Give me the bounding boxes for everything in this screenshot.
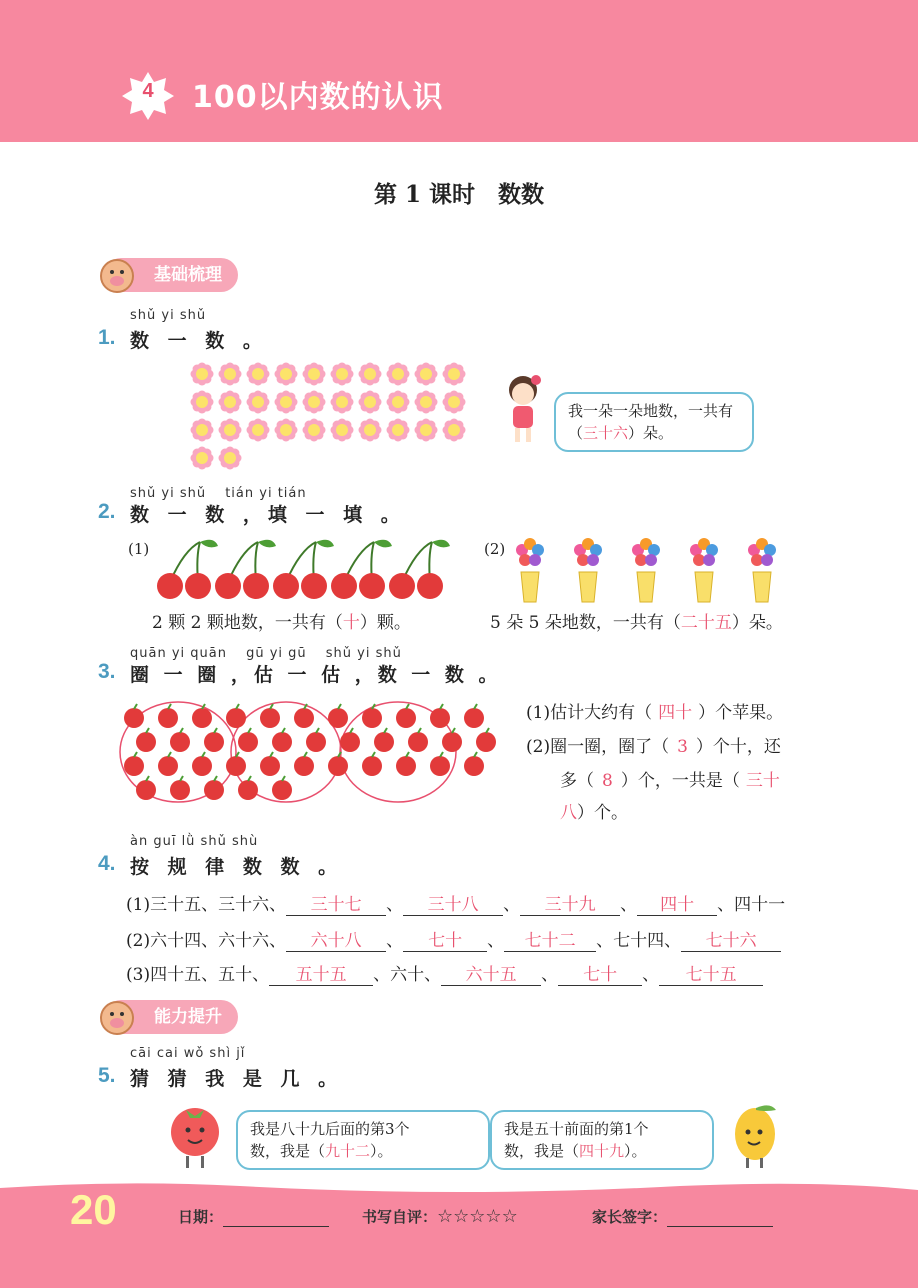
q5-bubble1-line1: 我是八十九后面的第3个 bbox=[250, 1120, 410, 1138]
q5-text: 猜 猜 我 是 几 。 bbox=[130, 1068, 344, 1090]
page-number: 20 bbox=[70, 1186, 117, 1233]
date-label: 日期： bbox=[178, 1208, 224, 1226]
parent-signature-line bbox=[667, 1226, 773, 1227]
flower-icon bbox=[443, 419, 466, 442]
flower-icon bbox=[191, 447, 214, 470]
q4-row1-blank2: 三十八 bbox=[403, 890, 503, 916]
q1-pinyin: shǔ yi shǔ bbox=[130, 308, 207, 323]
q3-p3-prefix: 多（ bbox=[560, 771, 594, 791]
section-tag-label: 基础梳理 bbox=[154, 265, 222, 285]
flower-icon bbox=[191, 363, 214, 386]
flower-icon bbox=[247, 419, 270, 442]
vases-illustration bbox=[508, 536, 800, 604]
q1-text: 数 一 数 。 bbox=[130, 330, 268, 352]
q2-pinyin: shǔ yi shǔ tián yi tián bbox=[130, 486, 307, 501]
apple-icon bbox=[192, 704, 212, 728]
apple-icon bbox=[430, 704, 450, 728]
apple-icon bbox=[238, 776, 258, 800]
apple-icon bbox=[204, 776, 224, 800]
apple-icon bbox=[464, 752, 484, 776]
q5-bubble2-suffix: ）。 bbox=[624, 1142, 647, 1160]
apple-icon bbox=[396, 704, 416, 728]
flower-icon bbox=[387, 391, 410, 414]
q5-pinyin: cāi cai wǒ shì jǐ bbox=[130, 1046, 246, 1061]
flower-icon bbox=[415, 419, 438, 442]
flower-icon bbox=[387, 419, 410, 442]
q3-number: 3. bbox=[98, 660, 116, 683]
q4-row2-blank4: 七十六 bbox=[681, 926, 781, 952]
flower-icon bbox=[359, 391, 382, 414]
apple-icon bbox=[170, 776, 190, 800]
q3-p4 bbox=[560, 798, 628, 823]
q4-row2-blank3: 七十二 bbox=[504, 926, 596, 952]
date-line bbox=[223, 1226, 329, 1227]
apple-icon bbox=[430, 752, 450, 776]
q4-row3-prefix: (3)四十五、五十、 bbox=[126, 965, 270, 985]
q4-row2-prefix: (2)六十四、六十六、 bbox=[126, 931, 287, 951]
flower-vase-icon bbox=[516, 538, 544, 602]
apple-icon bbox=[124, 752, 144, 776]
q3-p3-answer2a: 三十 bbox=[745, 771, 780, 791]
q4-row1: (1)三十五、三十六、 三十七 、 三十八 、 三十九 、 四十 、四十一 bbox=[126, 890, 785, 916]
flower-icon bbox=[415, 391, 438, 414]
rating-stars-icon: ☆☆☆☆☆ bbox=[437, 1206, 518, 1227]
apple-icon bbox=[226, 704, 246, 728]
q4-row3-mid: 六十 bbox=[390, 965, 425, 985]
q2-part2-prefix: 5 朵 5 朵地数，一共有（ bbox=[490, 613, 681, 633]
apple-icon bbox=[192, 752, 212, 776]
flower-icon bbox=[443, 363, 466, 386]
apple-icon bbox=[124, 704, 144, 728]
flower-icon bbox=[331, 363, 354, 386]
flower-icon bbox=[359, 363, 382, 386]
q4-text: 按 规 律 数 数 。 bbox=[130, 856, 344, 878]
q2-part2-answer: 二十五 bbox=[680, 613, 732, 633]
cherry-pair-icon bbox=[215, 540, 276, 599]
q3-p3-answer: 8 bbox=[602, 771, 613, 791]
flower-icon bbox=[387, 363, 410, 386]
apple-icon bbox=[362, 752, 382, 776]
q5-bubble2-answer: 四十九 bbox=[579, 1142, 625, 1160]
q4-row1-blank3: 三十九 bbox=[520, 890, 620, 916]
apple-icon bbox=[464, 704, 484, 728]
q3-pinyin: quān yi quān gū yi gū shǔ yi shǔ bbox=[130, 646, 402, 661]
q5-bubble-2 bbox=[490, 1110, 714, 1170]
flower-icon bbox=[219, 363, 242, 386]
q5-bubble2-prefix: 数，我是（ bbox=[504, 1142, 580, 1160]
apple-icon bbox=[260, 752, 280, 776]
flower-vase-icon bbox=[690, 538, 718, 602]
flower-vase-icon bbox=[574, 538, 602, 602]
q2-part1-prefix: 2 颗 2 颗地数，一共有（ bbox=[152, 613, 343, 633]
parent-signature-field bbox=[592, 1206, 773, 1227]
flower-icon bbox=[359, 419, 382, 442]
apple-icon bbox=[136, 728, 156, 752]
girl-icon bbox=[500, 372, 546, 444]
q5-bubble2-line1: 我是五十前面的第1个 bbox=[504, 1120, 649, 1138]
section-tag-label: 能力提升 bbox=[154, 1007, 222, 1027]
apple-icon bbox=[340, 728, 360, 752]
q2-text: 数 一 数 ，填 一 填 。 bbox=[130, 504, 406, 526]
flower-vase-icon bbox=[748, 538, 776, 602]
q4-row2: (2)六十四、六十六、 六十八 、 七十 、 七十二 、七十四、 七十六 bbox=[126, 926, 781, 952]
q3-p3-mid: ）个，一共是（ bbox=[620, 771, 740, 791]
q4-row3-blank4: 七十五 bbox=[659, 960, 763, 986]
q5-bubble1-answer: 九十二 bbox=[325, 1142, 371, 1160]
flower-icon bbox=[275, 419, 298, 442]
q5-bubble1-prefix: 数，我是（ bbox=[250, 1142, 326, 1160]
q3-p3 bbox=[560, 766, 780, 791]
cherry-pair-icon bbox=[157, 540, 218, 599]
q4-row1-blank4: 四十 bbox=[637, 890, 717, 916]
q3-p4-suffix: ）个。 bbox=[577, 803, 628, 823]
cherries-illustration bbox=[152, 536, 452, 604]
q2-part1-label: (1) bbox=[128, 540, 150, 558]
q1-number: 1. bbox=[98, 326, 116, 349]
flower-vase-icon bbox=[632, 538, 660, 602]
q4-row3: (3)四十五、五十、 五十五 、六十、 六十五 、 七十 、 七十五 bbox=[126, 960, 763, 986]
flower-icon bbox=[247, 363, 270, 386]
q4-row3-blank2: 六十五 bbox=[441, 960, 541, 986]
flower-icon bbox=[303, 419, 326, 442]
apple-icon bbox=[158, 704, 178, 728]
q3-p2-answer: 3 bbox=[677, 737, 688, 757]
q3-p1 bbox=[526, 698, 783, 723]
lesson-title: 第 1 课时 数数 bbox=[373, 181, 545, 208]
pig-mascot-icon bbox=[98, 998, 136, 1036]
flower-icon bbox=[219, 391, 242, 414]
apple-icon bbox=[204, 728, 224, 752]
parent-label: 家长签字： bbox=[592, 1208, 668, 1226]
apple-icon bbox=[272, 776, 292, 800]
apple-icon bbox=[272, 728, 292, 752]
q4-row1-prefix: (1)三十五、三十六、 bbox=[126, 895, 287, 915]
q4-row2-mid: 七十四 bbox=[613, 931, 665, 951]
flower-icon bbox=[415, 363, 438, 386]
q1-bubble-suffix: ）朵。 bbox=[628, 424, 674, 442]
pig-mascot-icon bbox=[98, 256, 136, 294]
apple-icon bbox=[170, 728, 190, 752]
flower-icon bbox=[191, 391, 214, 414]
flower-icon bbox=[331, 391, 354, 414]
apple-icon bbox=[136, 776, 156, 800]
apple-icon bbox=[374, 728, 394, 752]
flower-icon bbox=[275, 391, 298, 414]
q3-p1-prefix: (1)估计大约有（ bbox=[526, 703, 653, 723]
apple-icon bbox=[158, 752, 178, 776]
q3-p1-suffix: ）个苹果。 bbox=[698, 703, 784, 723]
q3-p2 bbox=[526, 732, 781, 757]
apple-icon bbox=[442, 728, 462, 752]
q3-p2-suffix: ）个十，还 bbox=[695, 737, 781, 757]
flower-icon bbox=[247, 391, 270, 414]
date-field bbox=[178, 1206, 329, 1227]
flower-icon bbox=[303, 363, 326, 386]
apple-icon bbox=[476, 728, 496, 752]
apple-icon bbox=[226, 752, 246, 776]
q2-part2-suffix: ）朵。 bbox=[731, 613, 783, 633]
apple-icon bbox=[260, 704, 280, 728]
cherry-pair-icon bbox=[331, 540, 392, 599]
q4-row2-blank1: 六十八 bbox=[286, 926, 386, 952]
flower-icon bbox=[443, 391, 466, 414]
q4-number: 4. bbox=[98, 852, 116, 875]
apple-icon bbox=[362, 704, 382, 728]
flower-icon bbox=[191, 419, 214, 442]
cherry-pair-icon bbox=[389, 540, 450, 599]
q4-row3-blank3: 七十 bbox=[558, 960, 642, 986]
chapter-number: 4 bbox=[142, 80, 154, 102]
q3-p4-answer2b: 八 bbox=[560, 803, 577, 823]
q5-number: 5. bbox=[98, 1064, 116, 1087]
writing-self-evaluation bbox=[362, 1206, 518, 1227]
q3-p1-answer: 四十 bbox=[658, 703, 693, 723]
flower-icon bbox=[275, 363, 298, 386]
tomato-icon bbox=[164, 1100, 226, 1170]
mango-icon bbox=[726, 1100, 784, 1170]
q3-p2-prefix: (2)圈一圈，圈了（ bbox=[526, 737, 670, 757]
cherry-pair-icon bbox=[273, 540, 334, 599]
q2-part2-line bbox=[490, 608, 783, 633]
writing-label: 书写自评： bbox=[362, 1208, 438, 1226]
q2-number: 2. bbox=[98, 500, 116, 523]
apples-illustration bbox=[118, 700, 518, 812]
footer-band bbox=[0, 1180, 918, 1288]
flower-icon bbox=[303, 391, 326, 414]
q2-part1-suffix: ）颗。 bbox=[359, 613, 411, 633]
apple-icon bbox=[294, 752, 314, 776]
header-band bbox=[0, 0, 918, 142]
q5-bubble1-suffix: ）。 bbox=[370, 1142, 393, 1160]
apple-icon bbox=[396, 752, 416, 776]
apple-icon bbox=[306, 728, 326, 752]
q3-text: 圈 一 圈 ，估 一 估 ，数 一 数 。 bbox=[130, 664, 502, 686]
apple-icon bbox=[328, 704, 348, 728]
flower-icon bbox=[219, 419, 242, 442]
q2-part1-answer: 十 bbox=[342, 613, 360, 633]
q4-row1-suffix: 四十一 bbox=[734, 895, 786, 915]
q1-speech-bubble bbox=[554, 392, 754, 452]
q4-row3-blank1: 五十五 bbox=[269, 960, 373, 986]
flower-icon bbox=[219, 447, 242, 470]
q4-row2-blank2: 七十 bbox=[403, 926, 487, 952]
flower-grid-illustration bbox=[188, 360, 478, 472]
q1-bubble-prefix: 我一朵一朵地数，一共有（ bbox=[568, 402, 734, 442]
flower-icon bbox=[331, 419, 354, 442]
q4-pinyin: àn guī lǜ shǔ shù bbox=[130, 834, 259, 849]
apple-icon bbox=[408, 728, 428, 752]
q2-part1-line bbox=[152, 608, 411, 633]
q1-answer: 三十六 bbox=[583, 424, 629, 442]
q5-bubble-1 bbox=[236, 1110, 490, 1170]
apple-icon bbox=[238, 728, 258, 752]
q4-row1-blank1: 三十七 bbox=[286, 890, 386, 916]
q2-part2-label: (2) bbox=[484, 540, 506, 558]
apple-icon bbox=[328, 752, 348, 776]
chapter-title: 100以内数的认识 bbox=[192, 80, 444, 115]
